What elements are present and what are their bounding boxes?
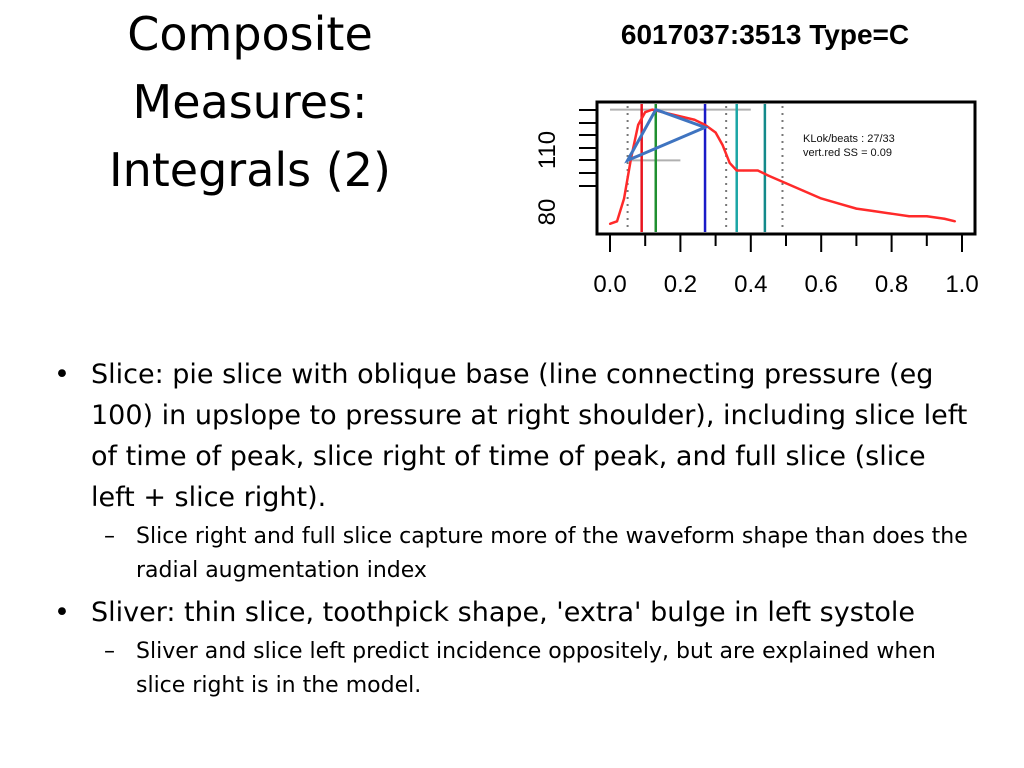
waveform-point	[750, 169, 752, 171]
waveform-point	[873, 210, 875, 212]
x-tick-label-0.2: 0.2	[663, 271, 698, 298]
waveform-point	[757, 169, 759, 171]
waveform-point	[644, 111, 646, 113]
x-tick-label-1.0: 1.0	[945, 271, 979, 298]
waveform-chart	[525, 10, 995, 305]
waveform-point	[820, 197, 822, 199]
waveform-point	[623, 197, 625, 199]
legend-line-0: KLok/beats : 27/33	[803, 133, 895, 145]
plot-frame	[597, 102, 975, 234]
bullet-sliver	[50, 592, 970, 703]
waveform-figure	[525, 10, 995, 305]
title-line-1: Composite	[127, 7, 373, 61]
waveform-point	[891, 213, 893, 215]
slide-title	[60, 0, 440, 204]
x-tick-label-0.0: 0.0	[593, 271, 627, 298]
x-tick-label-0.4: 0.4	[734, 271, 768, 298]
bullet-sliver-text: Sliver: thin slice, toothpick shape, 'extra' bulge in left systole	[91, 597, 915, 628]
x-tick-label-0.8: 0.8	[874, 271, 909, 298]
bullet-slice	[50, 354, 970, 588]
waveform-point	[908, 215, 910, 217]
y-tick-label-80: 80	[534, 198, 561, 226]
waveform-point	[954, 220, 956, 222]
waveform-point	[616, 220, 618, 222]
y-tick-label-110: 110	[534, 130, 561, 170]
waveform-point	[767, 175, 769, 177]
waveform-point	[729, 162, 731, 164]
waveform-point	[715, 131, 717, 133]
title-line-3: Integrals (2)	[109, 143, 391, 197]
waveform-point	[609, 223, 611, 225]
waveform-point	[743, 169, 745, 171]
bullet-list	[50, 354, 970, 707]
waveform-point	[722, 144, 724, 146]
waveform-point	[943, 218, 945, 220]
sub-bullet-list	[91, 520, 970, 588]
sub-bullet-list	[91, 635, 970, 703]
waveform-point	[803, 190, 805, 192]
waveform-point	[838, 202, 840, 204]
waveform-point	[651, 109, 653, 111]
waveform-point	[736, 169, 738, 171]
title-line-2: Measures:	[132, 75, 368, 129]
waveform-point	[855, 208, 857, 210]
x-tick-label-0.6: 0.6	[804, 271, 838, 298]
sub-bullet-slice: – Slice right and full slice capture more of the waveform shape than does the radial augmentation index	[91, 520, 970, 588]
waveform-point	[693, 119, 695, 121]
sub-bullet-sliver: – Sliver and slice left predict incidence oppositely, but are explained when slice right is in the model.	[91, 635, 970, 703]
legend-line-1: vert.red SS = 0.09	[803, 147, 892, 159]
waveform-point	[926, 215, 928, 217]
waveform-point	[785, 182, 787, 184]
bullet-slice-text: Slice: pie slice with oblique base (line connecting pressure (eg 100) in upslope to pressure at right shoulder), including slice left of time of peak, slice right of time of peak, and full slice (slice left + slice right).	[91, 359, 968, 513]
waveform-point	[637, 124, 639, 126]
chart-title: 6017037:3513 Type=C	[620, 19, 910, 50]
